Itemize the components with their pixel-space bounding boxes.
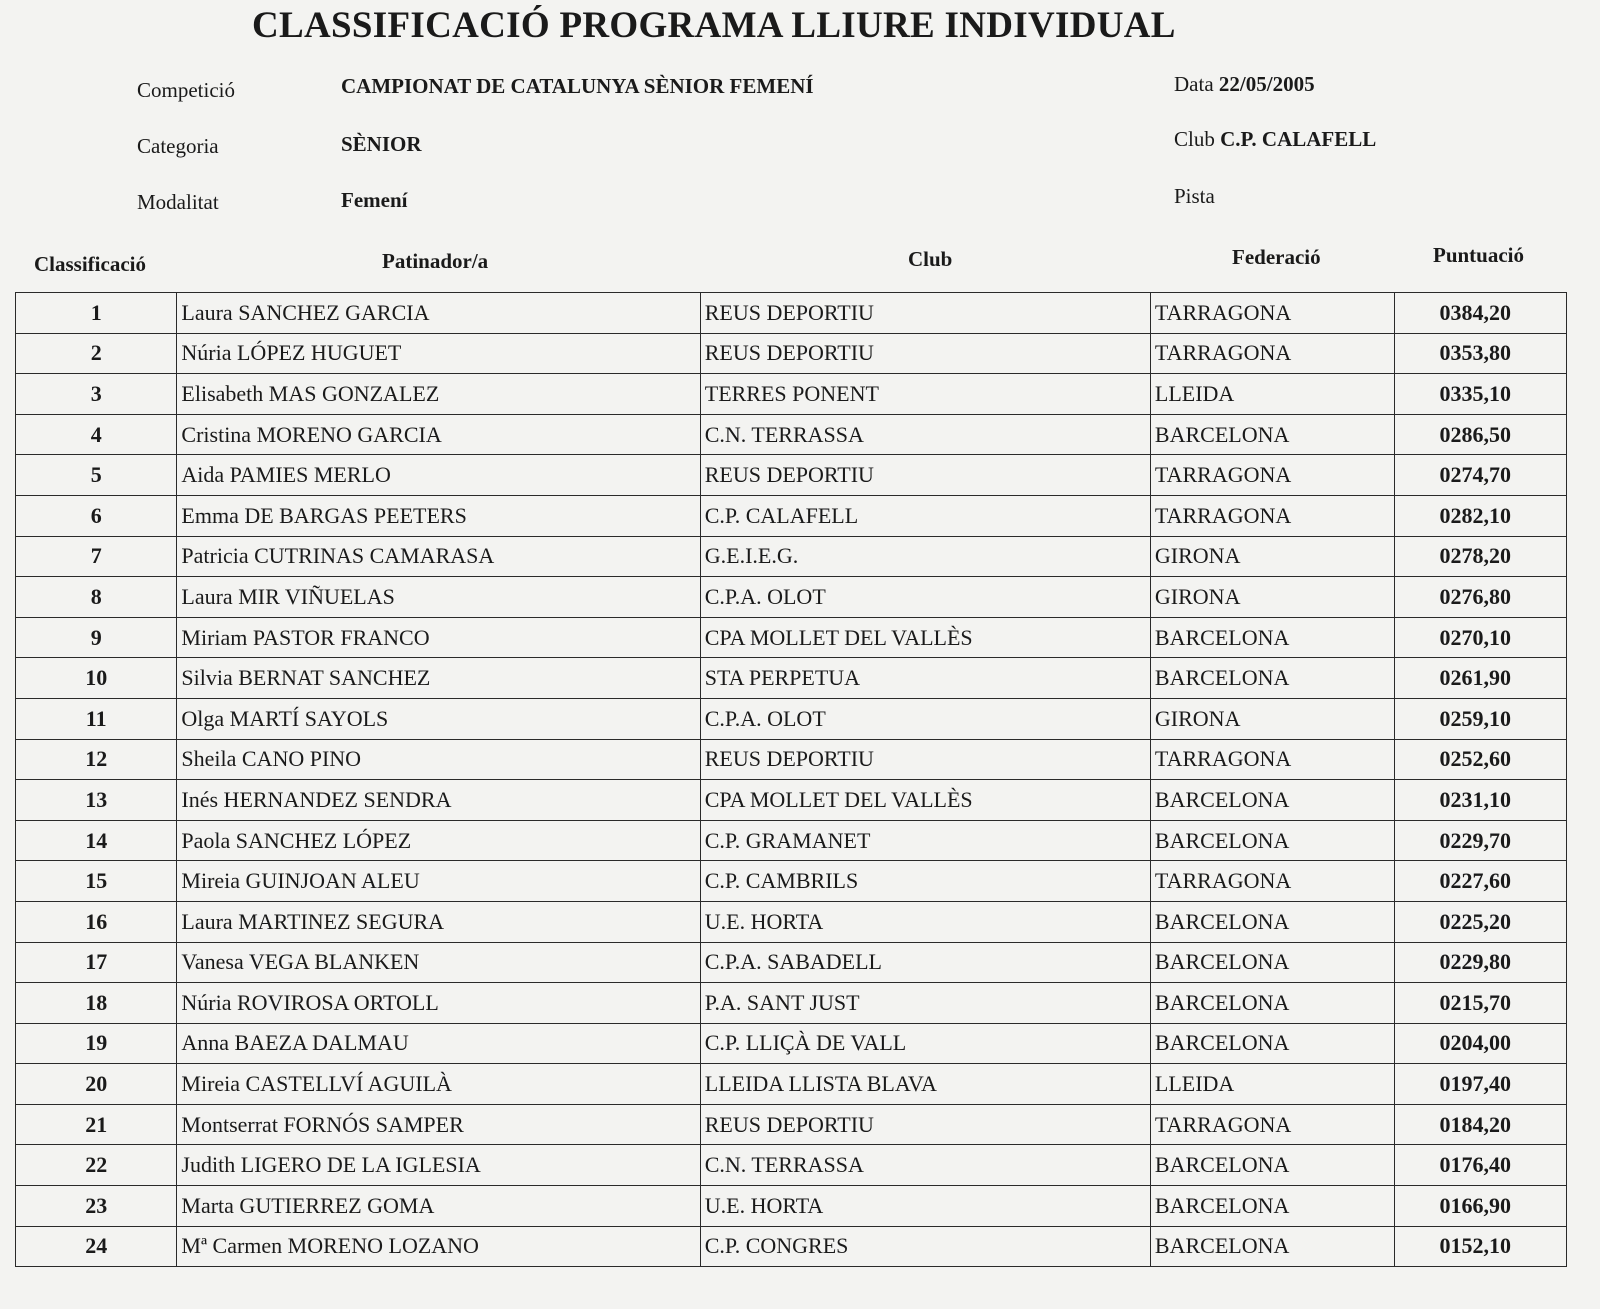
header-club: Club bbox=[908, 247, 953, 271]
table-row bbox=[16, 983, 1567, 1024]
skater-name-cell: Laura SANCHEZ GARCIA bbox=[177, 293, 700, 334]
table-row bbox=[16, 1226, 1567, 1267]
club-label: Club bbox=[1174, 127, 1215, 151]
federation-cell: TARRAGONA bbox=[1150, 861, 1394, 902]
skater-name-cell: Mireia GUINJOAN ALEU bbox=[177, 861, 700, 902]
page-title: CLASSIFICACIÓ PROGRAMA LLIURE INDIVIDUAL bbox=[252, 5, 1176, 46]
score-cell: 0229,70 bbox=[1394, 820, 1566, 861]
federation-cell: LLEIDA bbox=[1150, 1064, 1394, 1105]
skater-name-cell: Laura MARTINEZ SEGURA bbox=[177, 901, 700, 942]
table-row bbox=[16, 455, 1567, 496]
header-puntuacio: Puntuació bbox=[1433, 243, 1525, 267]
table-row bbox=[16, 658, 1567, 699]
rank-cell: 21 bbox=[16, 1104, 177, 1145]
rank-cell: 13 bbox=[16, 780, 177, 821]
club-field bbox=[1174, 127, 1376, 152]
rank-cell: 14 bbox=[16, 820, 177, 861]
skater-name-cell: Paola SANCHEZ LÓPEZ bbox=[177, 820, 700, 861]
table-row bbox=[16, 901, 1567, 942]
score-cell: 0259,10 bbox=[1394, 698, 1566, 739]
club-cell: TERRES PONENT bbox=[700, 374, 1150, 415]
classification-table bbox=[15, 292, 1567, 1267]
table-row bbox=[16, 780, 1567, 821]
club-cell: STA PERPETUA bbox=[700, 658, 1150, 699]
rank-cell: 18 bbox=[16, 983, 177, 1024]
skater-name-cell: Aida PAMIES MERLO bbox=[177, 455, 700, 496]
federation-cell: BARCELONA bbox=[1150, 1186, 1394, 1227]
modalitat-label: Modalitat bbox=[137, 190, 219, 214]
score-cell: 0261,90 bbox=[1394, 658, 1566, 699]
skater-name-cell: Vanesa VEGA BLANKEN bbox=[177, 942, 700, 983]
skater-name-cell: Judith LIGERO DE LA IGLESIA bbox=[177, 1145, 700, 1186]
score-cell: 0335,10 bbox=[1394, 374, 1566, 415]
federation-cell: BARCELONA bbox=[1150, 1023, 1394, 1064]
rank-cell: 4 bbox=[16, 414, 177, 455]
skater-name-cell: Núria LÓPEZ HUGUET bbox=[177, 333, 700, 374]
federation-cell: BARCELONA bbox=[1150, 1226, 1394, 1267]
table-row bbox=[16, 617, 1567, 658]
table-row bbox=[16, 374, 1567, 415]
skater-name-cell: Anna BAEZA DALMAU bbox=[177, 1023, 700, 1064]
club-cell: C.P. CAMBRILS bbox=[700, 861, 1150, 902]
rank-cell: 7 bbox=[16, 536, 177, 577]
club-cell: LLEIDA LLISTA BLAVA bbox=[700, 1064, 1150, 1105]
categoria-label: Categoria bbox=[137, 134, 219, 158]
table-row bbox=[16, 1104, 1567, 1145]
table-row bbox=[16, 1064, 1567, 1105]
federation-cell: BARCELONA bbox=[1150, 901, 1394, 942]
rank-cell: 9 bbox=[16, 617, 177, 658]
rank-cell: 10 bbox=[16, 658, 177, 699]
club-cell: CPA MOLLET DEL VALLÈS bbox=[700, 617, 1150, 658]
score-cell: 0227,60 bbox=[1394, 861, 1566, 902]
club-cell: G.E.I.E.G. bbox=[700, 536, 1150, 577]
table-row bbox=[16, 861, 1567, 902]
data-field bbox=[1174, 72, 1315, 97]
table-row bbox=[16, 414, 1567, 455]
score-cell: 0282,10 bbox=[1394, 495, 1566, 536]
rank-cell: 20 bbox=[16, 1064, 177, 1105]
federation-cell: BARCELONA bbox=[1150, 617, 1394, 658]
score-cell: 0215,70 bbox=[1394, 983, 1566, 1024]
club-cell: REUS DEPORTIU bbox=[700, 333, 1150, 374]
club-cell: C.N. TERRASSA bbox=[700, 414, 1150, 455]
table-row bbox=[16, 698, 1567, 739]
classification-table-body bbox=[16, 293, 1567, 1267]
skater-name-cell: Mireia CASTELLVÍ AGUILÀ bbox=[177, 1064, 700, 1105]
federation-cell: BARCELONA bbox=[1150, 983, 1394, 1024]
categoria-value: SÈNIOR bbox=[341, 132, 422, 156]
table-row bbox=[16, 577, 1567, 618]
federation-cell: TARRAGONA bbox=[1150, 495, 1394, 536]
score-cell: 0252,60 bbox=[1394, 739, 1566, 780]
rank-cell: 19 bbox=[16, 1023, 177, 1064]
rank-cell: 8 bbox=[16, 577, 177, 618]
score-cell: 0274,70 bbox=[1394, 455, 1566, 496]
competicio-value: CAMPIONAT DE CATALUNYA SÈNIOR FEMENÍ bbox=[341, 74, 814, 98]
skater-name-cell: Cristina MORENO GARCIA bbox=[177, 414, 700, 455]
federation-cell: GIRONA bbox=[1150, 577, 1394, 618]
club-cell: C.P.A. SABADELL bbox=[700, 942, 1150, 983]
skater-name-cell: Olga MARTÍ SAYOLS bbox=[177, 698, 700, 739]
rank-cell: 17 bbox=[16, 942, 177, 983]
federation-cell: BARCELONA bbox=[1150, 658, 1394, 699]
competicio-label: Competició bbox=[137, 78, 235, 102]
header-classificacio: Classificació bbox=[34, 252, 146, 276]
club-cell: C.P. CONGRES bbox=[700, 1226, 1150, 1267]
club-value: C.P. CALAFELL bbox=[1220, 127, 1377, 151]
club-cell: C.P. GRAMANET bbox=[700, 820, 1150, 861]
rank-cell: 2 bbox=[16, 333, 177, 374]
score-cell: 0384,20 bbox=[1394, 293, 1566, 334]
club-cell: U.E. HORTA bbox=[700, 1186, 1150, 1227]
federation-cell: TARRAGONA bbox=[1150, 293, 1394, 334]
score-cell: 0286,50 bbox=[1394, 414, 1566, 455]
score-cell: 0176,40 bbox=[1394, 1145, 1566, 1186]
club-cell: REUS DEPORTIU bbox=[700, 293, 1150, 334]
score-cell: 0152,10 bbox=[1394, 1226, 1566, 1267]
score-cell: 0353,80 bbox=[1394, 333, 1566, 374]
rank-cell: 24 bbox=[16, 1226, 177, 1267]
club-cell: REUS DEPORTIU bbox=[700, 1104, 1150, 1145]
club-cell: REUS DEPORTIU bbox=[700, 455, 1150, 496]
federation-cell: BARCELONA bbox=[1150, 414, 1394, 455]
skater-name-cell: Patricia CUTRINAS CAMARASA bbox=[177, 536, 700, 577]
skater-name-cell: Marta GUTIERREZ GOMA bbox=[177, 1186, 700, 1227]
table-row bbox=[16, 495, 1567, 536]
modalitat-value: Femení bbox=[341, 188, 408, 212]
rank-cell: 22 bbox=[16, 1145, 177, 1186]
data-label: Data bbox=[1174, 72, 1214, 96]
score-cell: 0204,00 bbox=[1394, 1023, 1566, 1064]
rank-cell: 5 bbox=[16, 455, 177, 496]
table-row bbox=[16, 333, 1567, 374]
federation-cell: TARRAGONA bbox=[1150, 739, 1394, 780]
rank-cell: 12 bbox=[16, 739, 177, 780]
federation-cell: BARCELONA bbox=[1150, 780, 1394, 821]
table-row bbox=[16, 536, 1567, 577]
skater-name-cell: Sheila CANO PINO bbox=[177, 739, 700, 780]
federation-cell: TARRAGONA bbox=[1150, 455, 1394, 496]
rank-cell: 3 bbox=[16, 374, 177, 415]
table-row bbox=[16, 942, 1567, 983]
club-cell: CPA MOLLET DEL VALLÈS bbox=[700, 780, 1150, 821]
data-value: 22/05/2005 bbox=[1218, 72, 1315, 96]
score-cell: 0225,20 bbox=[1394, 901, 1566, 942]
skater-name-cell: Silvia BERNAT SANCHEZ bbox=[177, 658, 700, 699]
rank-cell: 1 bbox=[16, 293, 177, 334]
federation-cell: GIRONA bbox=[1150, 536, 1394, 577]
score-cell: 0229,80 bbox=[1394, 942, 1566, 983]
federation-cell: BARCELONA bbox=[1150, 820, 1394, 861]
score-cell: 0270,10 bbox=[1394, 617, 1566, 658]
score-cell: 0276,80 bbox=[1394, 577, 1566, 618]
federation-cell: BARCELONA bbox=[1150, 1145, 1394, 1186]
rank-cell: 6 bbox=[16, 495, 177, 536]
score-cell: 0184,20 bbox=[1394, 1104, 1566, 1145]
table-row bbox=[16, 1145, 1567, 1186]
club-cell: C.N. TERRASSA bbox=[700, 1145, 1150, 1186]
table-row bbox=[16, 1023, 1567, 1064]
score-cell: 0231,10 bbox=[1394, 780, 1566, 821]
skater-name-cell: Mª Carmen MORENO LOZANO bbox=[177, 1226, 700, 1267]
club-cell: C.P.A. OLOT bbox=[700, 698, 1150, 739]
club-cell: C.P. CALAFELL bbox=[700, 495, 1150, 536]
skater-name-cell: Laura MIR VIÑUELAS bbox=[177, 577, 700, 618]
federation-cell: TARRAGONA bbox=[1150, 1104, 1394, 1145]
club-cell: P.A. SANT JUST bbox=[700, 983, 1150, 1024]
federation-cell: TARRAGONA bbox=[1150, 333, 1394, 374]
table-row bbox=[16, 293, 1567, 334]
skater-name-cell: Elisabeth MAS GONZALEZ bbox=[177, 374, 700, 415]
score-cell: 0166,90 bbox=[1394, 1186, 1566, 1227]
header-patinador: Patinador/a bbox=[382, 249, 489, 273]
table-row bbox=[16, 1186, 1567, 1227]
club-cell: REUS DEPORTIU bbox=[700, 739, 1150, 780]
table-row bbox=[16, 739, 1567, 780]
skater-name-cell: Inés HERNANDEZ SENDRA bbox=[177, 780, 700, 821]
federation-cell: GIRONA bbox=[1150, 698, 1394, 739]
skater-name-cell: Miriam PASTOR FRANCO bbox=[177, 617, 700, 658]
skater-name-cell: Núria ROVIROSA ORTOLL bbox=[177, 983, 700, 1024]
club-cell: U.E. HORTA bbox=[700, 901, 1150, 942]
federation-cell: BARCELONA bbox=[1150, 942, 1394, 983]
score-cell: 0197,40 bbox=[1394, 1064, 1566, 1105]
club-cell: C.P.A. OLOT bbox=[700, 577, 1150, 618]
federation-cell: LLEIDA bbox=[1150, 374, 1394, 415]
score-cell: 0278,20 bbox=[1394, 536, 1566, 577]
rank-cell: 11 bbox=[16, 698, 177, 739]
table-row bbox=[16, 820, 1567, 861]
rank-cell: 16 bbox=[16, 901, 177, 942]
header-federacio: Federació bbox=[1232, 245, 1321, 269]
pista-label: Pista bbox=[1174, 184, 1215, 208]
skater-name-cell: Emma DE BARGAS PEETERS bbox=[177, 495, 700, 536]
club-cell: C.P. LLIÇÀ DE VALL bbox=[700, 1023, 1150, 1064]
rank-cell: 23 bbox=[16, 1186, 177, 1227]
rank-cell: 15 bbox=[16, 861, 177, 902]
skater-name-cell: Montserrat FORNÓS SAMPER bbox=[177, 1104, 700, 1145]
